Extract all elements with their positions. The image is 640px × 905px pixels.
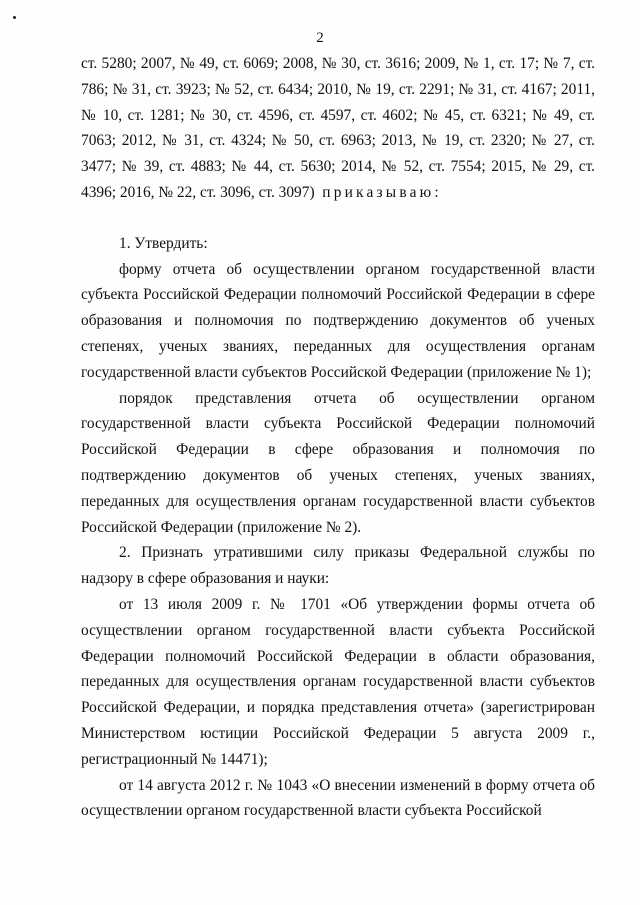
item-1-form-paragraph: форму отчета об осуществлении органом государственной власти субъекта Российской Федерации полномочий Российской Федерации в сфере образования и полномочия по подтверждению документов об ученых степенях, ученых званиях, переданных для осуществления органам государственной власти субъектов Российской Федерации (приложение № 1); (81, 260, 595, 381)
item-2-order-2012-paragraph: от 14 августа 2012 г. № 1043 «О внесении изменений в форму отчета об осуществлении органом государственной власти субъекта Российской (81, 776, 595, 820)
item-1-procedure-paragraph: порядок представления отчета об осуществлении органом государственной власти субъекта Российской Федерации полномочий Российской Федерации в сфере образования и полномочия по подтверждению документов об ученых степенях, ученых званиях, переданных для осуществления органам государственной власти субъектов Российской Федерации (приложение № 2). (81, 389, 595, 536)
item-1-heading: 1. Утвердить: (119, 234, 208, 252)
page-number: 2 (316, 30, 324, 46)
document-body (81, 51, 595, 824)
order-word: приказываю: (322, 183, 442, 201)
item-2-heading: 2. Признать утратившими силу приказы Федеральной службы по надзору в сфере образования и науки: (81, 544, 595, 588)
legal-citations-paragraph (81, 51, 595, 206)
item-2-order-2009-paragraph: от 13 июля 2009 г. № 1701 «Об утверждении формы отчета об осуществлении органом государственной власти субъекта Российской Федерации полномочий Российской Федерации в области образования, переданных для осуществления органам государственной власти субъектов Российской Федерации, и порядка представления отчета» (зарегистрирован Министерством юстиции Российской Федерации 5 августа 2009 г., регистрационный № 14471); (81, 595, 595, 768)
scan-speck (13, 16, 16, 19)
legal-citations-text: ст. 5280; 2007, № 49, ст. 6069; 2008, № 30, ст. 3616; 2009, № 1, ст. 17; № 7, ст. 786; № 31, ст. 3923; № 52, ст. 6434; 2010, № 19, ст. 2291; № 31, ст. 4167; 2011, № 10, ст. 1281; № 30, ст. 4596, ст. 4597, ст. 4602; № 45, ст. 6321; № 49, ст. 7063; 2012, № 31, ст. 4324; № 50, ст. 6963; 2013, № 19, ст. 2320; № 27, ст. 3477; № 39, ст. 4883; № 44, ст. 5630; 2014, № 52, ст. 7554; 2015, № 29, ст. 4396; 2016, № 22, ст. 3096, ст. 3097) (81, 55, 595, 201)
